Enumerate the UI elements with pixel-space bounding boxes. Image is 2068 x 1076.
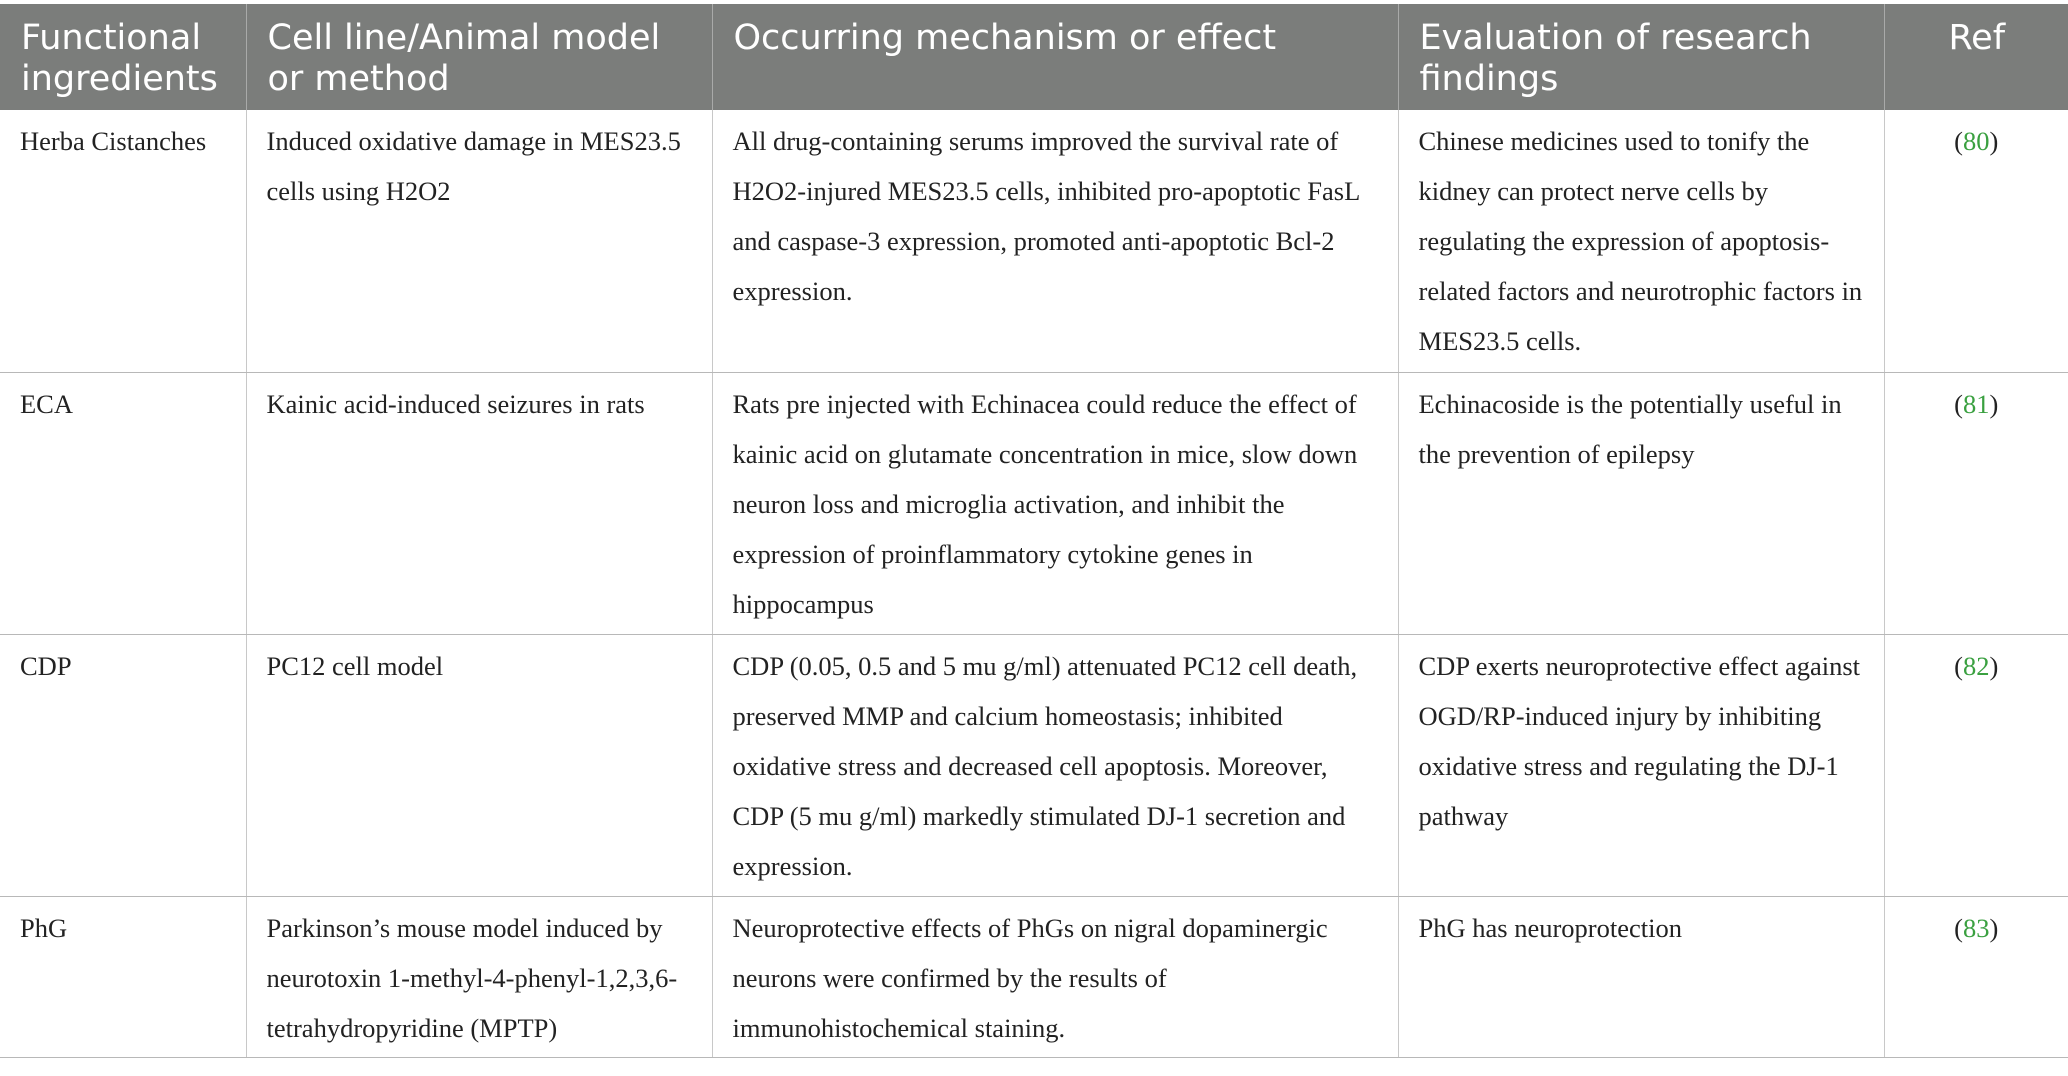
cell-model: Kainic acid-induced seizures in rats — [246, 372, 712, 634]
cell-model: Parkinson’s mouse model induced by neurotoxin 1-methyl-4-phenyl-1,2,3,6-tetrahydropyridine (MPTP) — [246, 896, 712, 1057]
cell-mechanism: Rats pre injected with Echinacea could reduce the effect of kainic acid on glutamate concentration in mice, slow down neuron loss and microglia activation, and inhibit the expression of proinflammatory cytokine genes in hippocampus — [712, 372, 1398, 634]
header-cell-line-model: Cell line/Animal model or method — [246, 4, 712, 110]
cell-ingredient: Herba Cistanches — [0, 110, 246, 372]
cell-evaluation: Echinacoside is the potentially useful in the prevention of epilepsy — [1398, 372, 1884, 634]
ref-close-paren: ) — [1989, 912, 1999, 943]
cell-evaluation: Chinese medicines used to tonify the kidney can protect nerve cells by regulating the expression of apoptosis-related factors and neurotrophic factors in MES23.5 cells. — [1398, 110, 1884, 372]
header-mechanism: Occurring mechanism or effect — [712, 4, 1398, 110]
header-evaluation: Evaluation of research findings — [1398, 4, 1884, 110]
cell-ref — [1884, 896, 2068, 1057]
table-body — [0, 110, 2068, 1057]
header-functional-ingredients: Functional ingredients — [0, 4, 246, 110]
research-findings-table — [0, 4, 2068, 1058]
research-table-container — [0, 4, 2068, 1058]
table-header — [0, 4, 2068, 110]
cell-ingredient: ECA — [0, 372, 246, 634]
cell-model: Induced oxidative damage in MES23.5 cells using H2O2 — [246, 110, 712, 372]
table-row — [0, 634, 2068, 896]
cell-ref — [1884, 372, 2068, 634]
cell-ref — [1884, 110, 2068, 372]
table-row — [0, 896, 2068, 1057]
header-ref: Ref — [1884, 4, 2068, 110]
ref-link[interactable]: 81 — [1963, 388, 1990, 419]
ref-close-paren: ) — [1989, 126, 1999, 156]
cell-mechanism: CDP (0.05, 0.5 and 5 mu g/ml) attenuated PC12 cell death, preserved MMP and calcium homeostasis; inhibited oxidative stress and decreased cell apoptosis. Moreover, CDP (5 mu g/ml) markedly stimulated DJ-1 secretion and expression. — [712, 634, 1398, 896]
ref-close-paren: ) — [1989, 650, 1999, 681]
cell-ingredient: CDP — [0, 634, 246, 896]
ref-open-paren: ( — [1954, 388, 1963, 419]
ref-close-paren: ) — [1989, 388, 1999, 419]
cell-evaluation: PhG has neuroprotection — [1398, 896, 1884, 1057]
ref-open-paren: ( — [1954, 912, 1963, 943]
cell-ingredient: PhG — [0, 896, 246, 1057]
ref-link[interactable]: 83 — [1963, 912, 1990, 943]
table-row — [0, 110, 2068, 372]
ref-link[interactable]: 82 — [1963, 650, 1990, 681]
cell-model: PC12 cell model — [246, 634, 712, 896]
table-row — [0, 372, 2068, 634]
ref-link[interactable]: 80 — [1963, 126, 1990, 156]
cell-mechanism: Neuroprotective effects of PhGs on nigral dopaminergic neurons were confirmed by the results of immunohistochemical staining. — [712, 896, 1398, 1057]
cell-mechanism: All drug-containing serums improved the survival rate of H2O2-injured MES23.5 cells, inhibited pro-apoptotic FasL and caspase-3 expression, promoted anti-apoptotic Bcl-2 expression. — [712, 110, 1398, 372]
header-row — [0, 4, 2068, 110]
cell-ref — [1884, 634, 2068, 896]
ref-open-paren: ( — [1954, 650, 1963, 681]
ref-open-paren: ( — [1954, 126, 1963, 156]
cell-evaluation: CDP exerts neuroprotective effect against OGD/RP-induced injury by inhibiting oxidative stress and regulating the DJ-1 pathway — [1398, 634, 1884, 896]
